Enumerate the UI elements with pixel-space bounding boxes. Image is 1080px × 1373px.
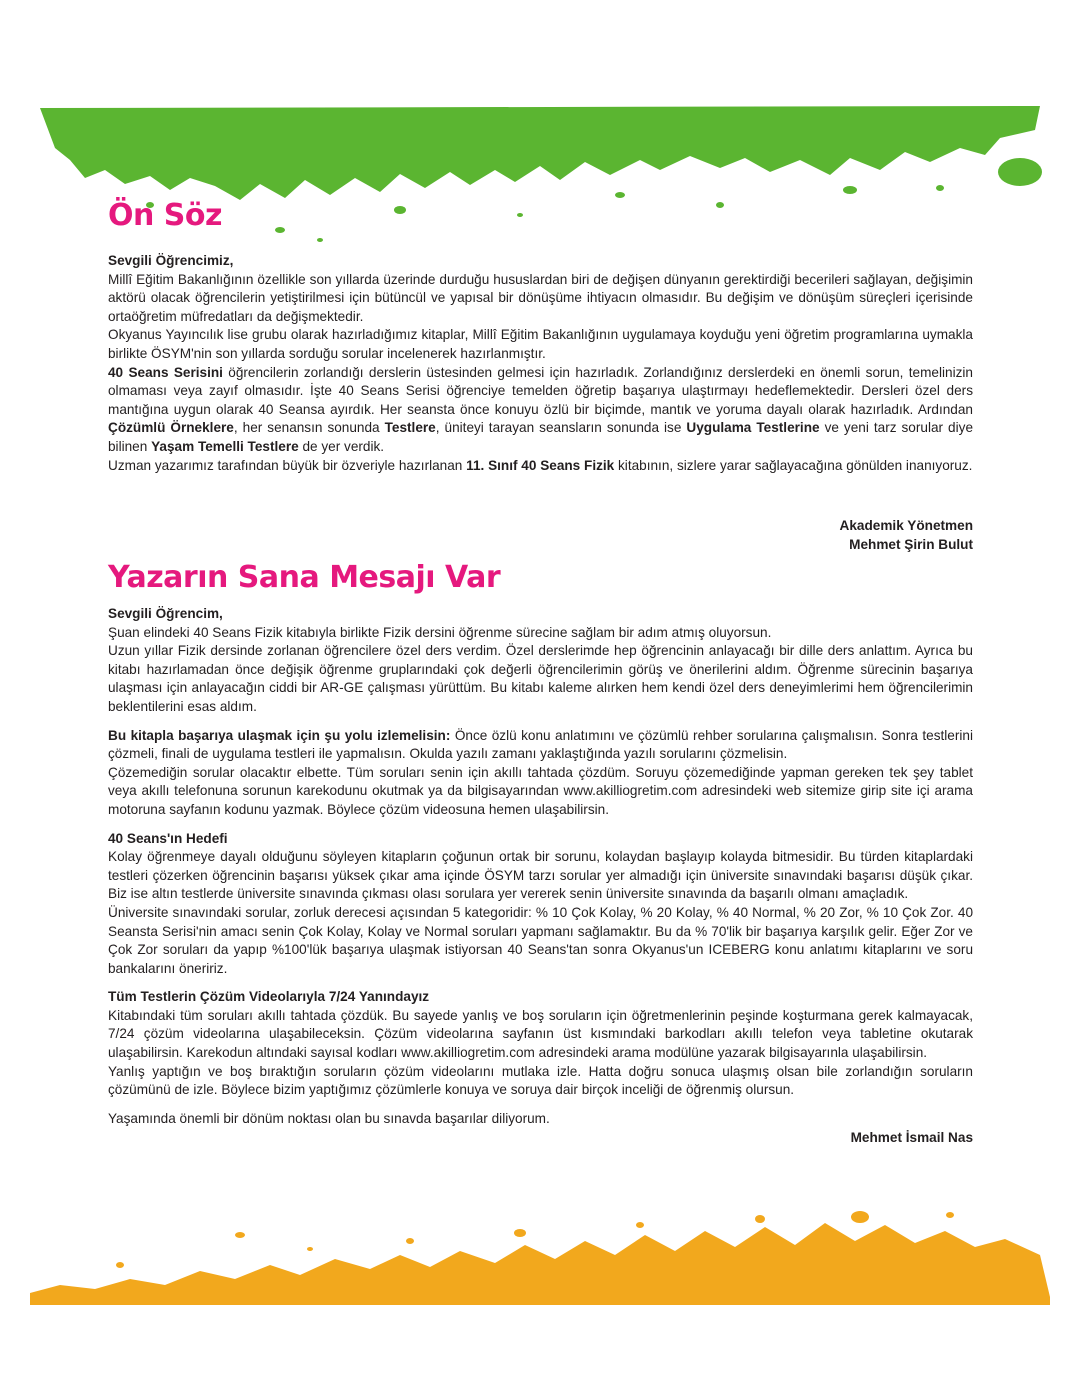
goal-heading: 40 Seans'ın Hedefi	[108, 830, 228, 846]
author-paragraph-9: Yaşamında önemli bir dönüm noktası olan bu sınavda başarılar diliyorum.	[108, 1110, 550, 1126]
signature-role: Akademik Yönetmen	[839, 518, 973, 533]
author-paragraph-7: Kitabındaki tüm soruları akıllı tahtada çözdük. Bu sayede yanlış ve boş soruların için öğretmenlerinin peşinde koşturmana gerek kalmayacak, 7/24 çözüm videolarına ulaşabileceksin. Çözüm videolarına sayfanın üst kısmındaki barkodları akıllı telefon veya tabletine okutarak ulaşabilirsin. Karekodun altındaki sayısal kodları www.akilliogretim.com adresindeki arama modülüne yazarak bilgisayarınla ulaşabilirsin.	[108, 1007, 973, 1061]
foreword-paragraph-3: 40 Seans Serisini öğrencilerin zorlandığı derslerin üstesinden gelmesi için hazırladık. Zorlandığınız derslerdeki en önemli sorun, temelinizin olmaması veya zayıf olmasıdır. İşte 40 Seans Serisi öğrenciye temelden öğretip başarıya ulaştırmayı hedeflemektedir. Dersleri özel ders mantığına uygun olarak 40 Seansa ayırdık. Her seansta önce konuyu özlü bir biçimde, mantık ve yoruma dayalı olarak hazırladık. Ardından Çözümlü Örneklere, her senansın sonunda Testlere, üniteyi tarayan seansların sonunda ise Uygulama Testlerine ve yeni tarz sorular diye bilinen Yaşam Temelli Testlere de yer verdik.	[108, 364, 973, 454]
author-message-body	[108, 605, 973, 1147]
author-signature: Mehmet İsmail Nas	[850, 1130, 973, 1146]
author-paragraph-4: Çözemediğin sorular olacaktır elbette. Tüm soruları senin için akıllı tahtada çözdüm. Soruyu çözemediğinde yapman gereken tek şey tablet veya akıllı telefonuna sorunun karekodunu okutmak ya da bilgisayarından www.akilliogretim.com adresindeki web sitemize girip site içi arama motoruna sayfanın kodunu yazmak. Böylece çözüm videosuna hemen ulaşabilirsin.	[108, 764, 973, 817]
foreword-body	[108, 252, 973, 475]
foreword-signature	[108, 516, 973, 554]
author-greeting: Sevgili Öğrencim,	[108, 606, 223, 621]
foreword-paragraph-2: Okyanus Yayıncılık lise grubu olarak hazırladığımız kitaplar, Millî Eğitim Bakanlığının uygulamaya koyduğu yeni öğretim programlarına uymakla birlikte ÖSYM'nin son yıllarda sorduğu sorular incelenerek hazırlanmıştır.	[108, 327, 973, 361]
author-paragraph-8: Yanlış yaptığın ve boş bıraktığın soruların çözüm videolarını mutlaka izle. Hatta doğru sonuca ulaşmış olsan bile zorlandığın soruların çözümünü de izle. Böylece bizim yaptığımız çözümlerle konuya ve soruya dair birçok inceliği de öğrenmiş olursun.	[108, 1063, 973, 1098]
videos-heading: Tüm Testlerin Çözüm Videolarıyla 7/24 Yanındayız	[108, 989, 430, 1005]
foreword-greeting: Sevgili Öğrencimiz,	[108, 253, 234, 268]
foreword-paragraph-1: Millî Eğitim Bakanlığının özellikle son yıllarda üzerinde durduğu hususlardan biri de değişen dünyanın gerektirdiği becerileri sağlayan, değişimin aktörü olacak öğrencilerin yetiştirilmesi için bütüncül ve yapısal bir dönüşüme ihtiyacın olmasıdır. Bu değişim ve dönüşüm süreçleri içerisinde ortaöğretim müfredatları da değişmektedir.	[108, 271, 973, 324]
orange-paint-splash	[0, 1205, 1080, 1315]
author-paragraph-5: Kolay öğrenmeye dayalı olduğunu söyleyen kitapların çoğunun ortak bir sorunu, kolaydan başlayıp kolayda bitmesidir. Bu türden kitaplardaki testleri çözerken öğrencinin başarısı yüksek çıkar ama içinde ÖSYM tarzı sorular yer almadığı için üniversite sınavındaki başarısı düşük çıkar. Biz ise altın testlerde üniversite sınavında çıkması olası sorulara yer vererek senin üniversite sınavında da başarılı olmanı amaçladık.	[108, 849, 973, 902]
author-message-title: Yazarın Sana Mesajı Var	[108, 560, 501, 595]
author-paragraph-2: Uzun yıllar Fizik dersinde zorlanan öğrencilere özel ders verdim. Özel derslerimde hep öğrencinin anlayacağı bir dille ders anlattım. Ayrıca bu kitabı hazırlamadan önce değişik öğrenme gruplarındaki çok değerli öğrencilerimin görüş ve önerilerini aldım. Öğrenme sürecinin başarıya ulaşması için anlayacağın ciddi bir AR-GE çalışması yürüttüm. Bu kitabı kaleme alırken hem kendi özel ders deneyimlerimi hem öğrencilerimin beklentilerini esas aldım.	[108, 643, 973, 714]
author-paragraph-3: Bu kitapla başarıya ulaşmak için şu yolu izlemelisin: Önce özlü konu anlatımını ve çözümlü rehber sorularına çalışmalısın. Sonra testlerini çözmeli, finali de uygulama testleri ile yapmalısın. Okulda yazılı zamanı yaklaştığında yazılı sorularını çözmelisin.	[108, 727, 973, 762]
signature-name: Mehmet Şirin Bulut	[849, 537, 973, 552]
foreword-title: Ön Söz	[108, 198, 222, 233]
author-paragraph-6: Üniversite sınavındaki sorular, zorluk derecesi açısından 5 kategoridir: % 10 Çok Kolay, % 20 Kolay, % 40 Normal, % 20 Zor, % 10 Çok Zor. 40 Seansta Serisi'nin amacı senin Çok Kolay, Kolay ve Normal soruları yapmanı sağlamaktır. Bu da % 70'lik bir başarıya karşılık gelir. Eğer Zor ve Çok Zor soruları da yapıp %100'lük başarıya ulaşmak istiyorsan 40 Seans'tan sonra Okyanus'un ICEBERG konu anlatımı kitaplarını ve soru bankalarını öneririz.	[108, 904, 973, 976]
author-paragraph-1: Şuan elindeki 40 Seans Fizik kitabıyla birlikte Fizik dersini öğrenme sürecine sağlam bir adım atmış oluyorsun.	[108, 624, 772, 640]
foreword-paragraph-4: Uzman yazarımız tarafından büyük bir özveriyle hazırlanan 11. Sınıf 40 Seans Fizik kitabının, sizlere yarar sağlayacağına gönülden inanıyoruz.	[108, 457, 973, 473]
